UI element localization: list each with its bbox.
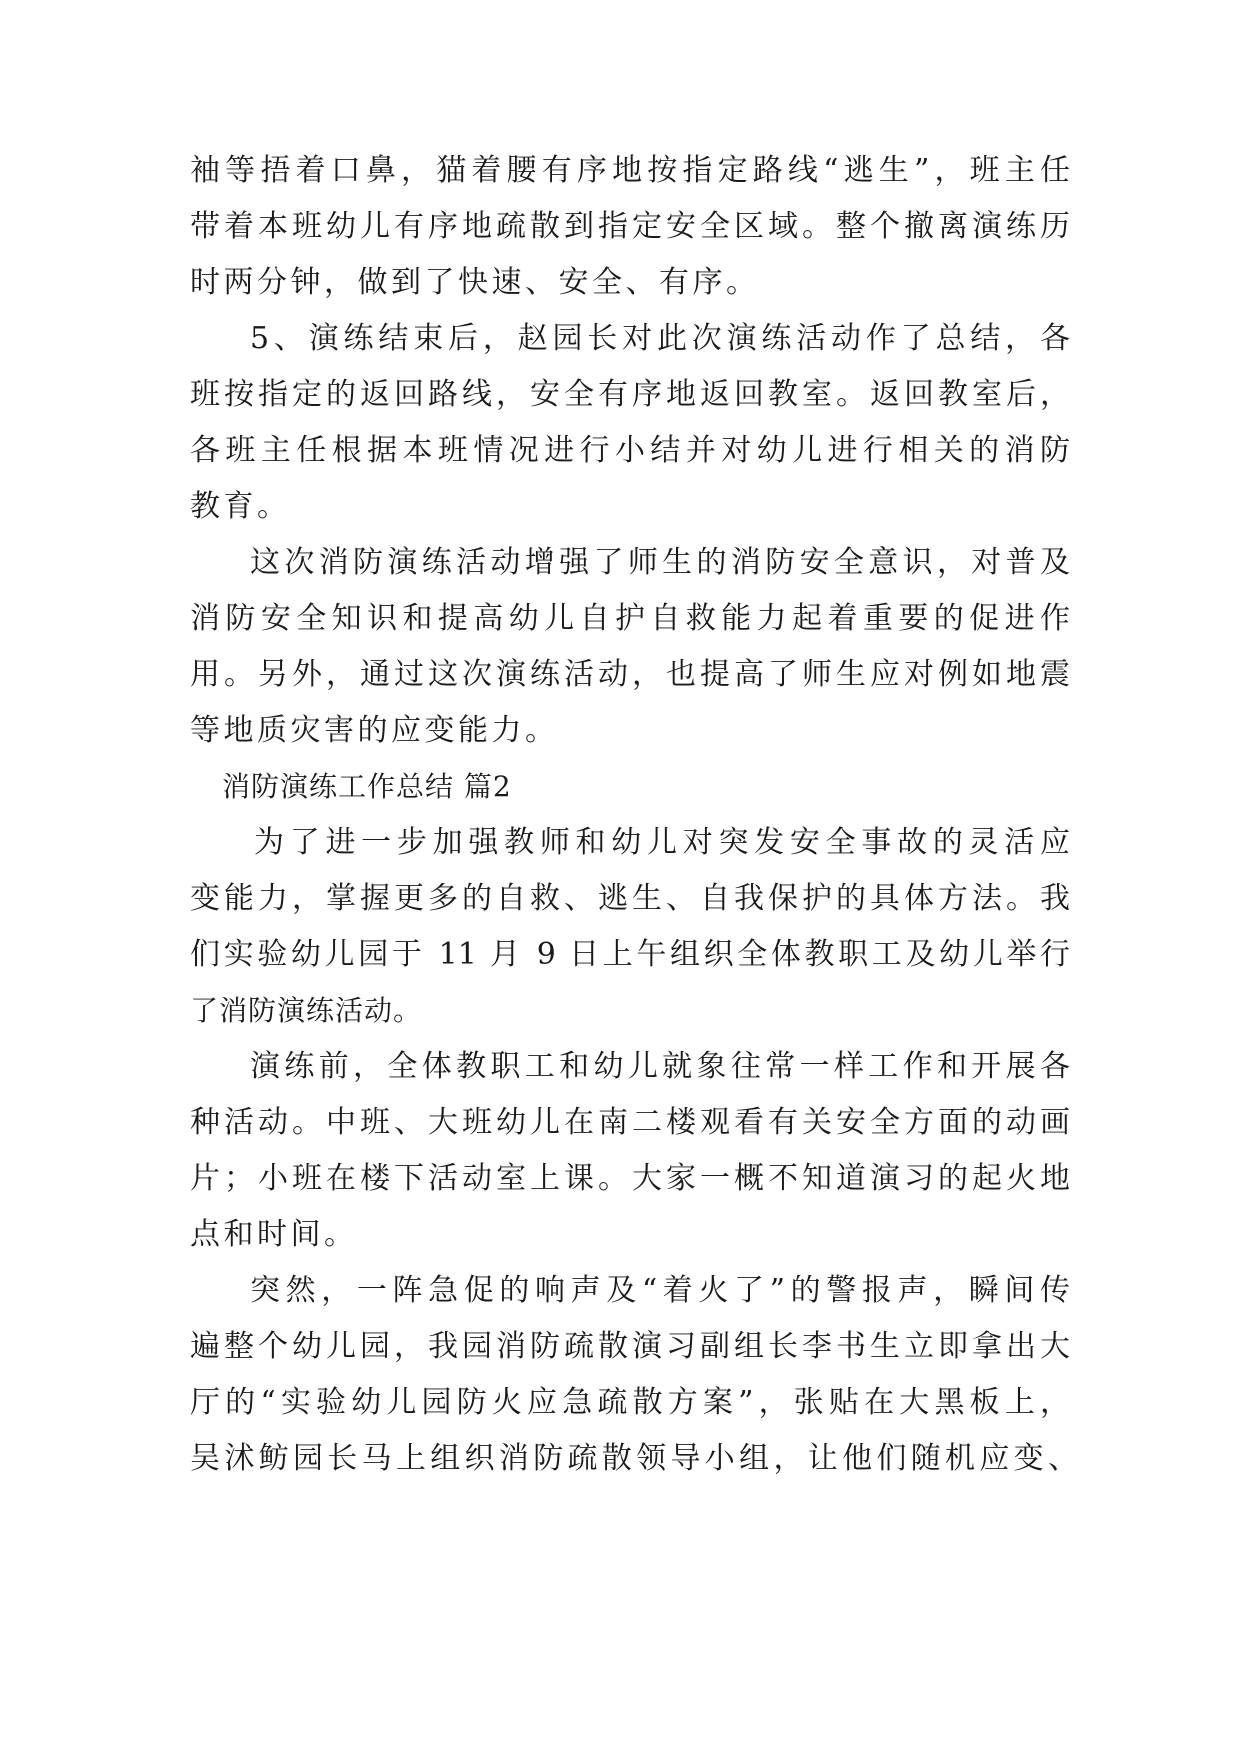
text-line: 各班主任根据本班情况进行小结并对幼儿进行相关的消防 [190,433,1070,468]
text-line: 带着本班幼儿有序地疏散到指定安全区域。整个撤离演练历 [190,209,1070,244]
text-line: 种活动。中班、大班幼儿在南二楼观看有关安全方面的动画 [190,1105,1070,1140]
text-line: 们实验幼儿园于 11 月 9 日上午组织全体教职工及幼儿举行 [190,937,1070,972]
text-line: 吴沭鲂园长马上组织消防疏散领导小组，让他们随机应变、 [190,1441,1078,1476]
text-line: 为了进一步加强教师和幼儿对突发安全事故的灵活应 [254,825,1070,860]
text-line: 突然，一阵急促的响声及“着火了”的警报声，瞬间传 [250,1273,1070,1308]
text-line: 厅的“实验幼儿园防火应急疏散方案”，张贴在大黑板上， [190,1385,1070,1420]
text-line: 点和时间。 [190,1217,358,1252]
text-line: 消防安全知识和提高幼儿自护自救能力起着重要的促进作 [190,601,1070,636]
text-line: 遍整个幼儿园，我园消防疏散演习副组长李书生立即拿出大 [190,1329,1070,1364]
text-line: 班按指定的返回路线，安全有序地返回教室。返回教室后， [190,377,1070,412]
text-line: 等地质灾害的应变能力。 [190,713,559,748]
text-line: 了消防演练活动。 [190,994,423,1027]
text-line: 变能力，掌握更多的自救、逃生、自我保护的具体方法。我 [190,881,1070,916]
text-line: 片；小班在楼下活动室上课。大家一概不知道演习的起火地 [190,1161,1070,1196]
text-line: 演练前，全体教职工和幼儿就象往常一样工作和开展各 [250,1049,1070,1084]
text-line: 这次消防演练活动增强了师生的消防安全意识，对普及 [250,545,1070,580]
text-line: 时两分钟，做到了快速、安全、有序。 [190,265,760,300]
text-line: 袖等捂着口鼻，猫着腰有序地按指定路线“逃生”，班主任 [190,153,1070,188]
text-line: 教育。 [190,489,291,524]
text-line: 用。另外，通过这次演练活动，也提高了师生应对例如地震 [190,657,1070,692]
text-line: 5、演练结束后，赵园长对此次演练活动作了总结，各 [250,321,1070,356]
section-heading: 消防演练工作总结 篇2 [222,770,512,803]
